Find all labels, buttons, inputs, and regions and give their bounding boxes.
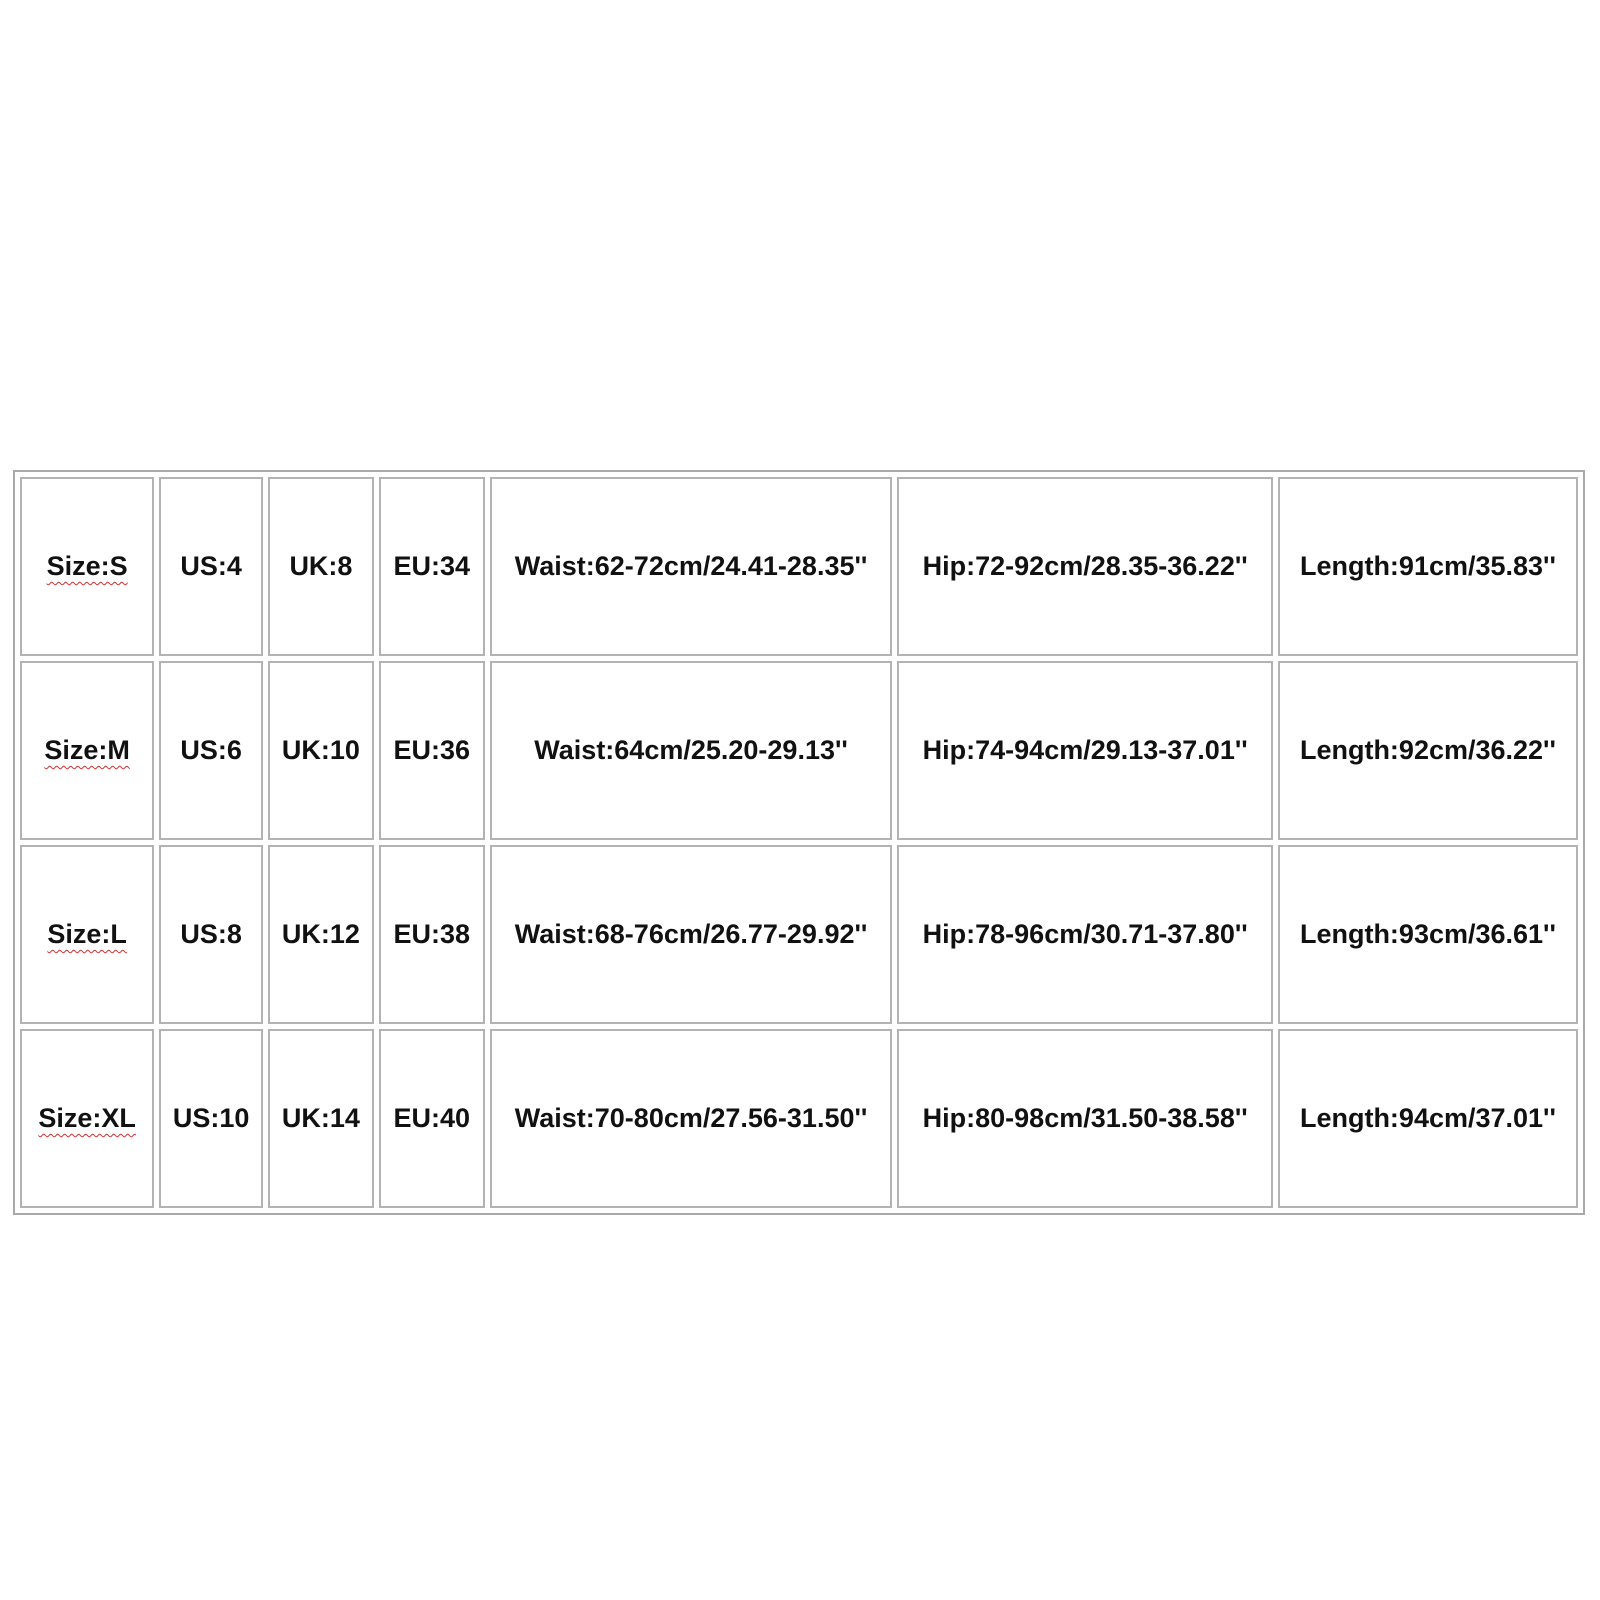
uk-size-cell: UK:8 (268, 477, 374, 656)
size-cell (20, 661, 154, 840)
hip-cell: Hip:80-98cm/31.50-38.58'' (897, 1029, 1272, 1208)
size-label: Size:XL (38, 1103, 136, 1133)
eu-size-cell: EU:40 (379, 1029, 485, 1208)
length-cell: Length:93cm/36.61'' (1278, 845, 1578, 1024)
length-cell: Length:94cm/37.01'' (1278, 1029, 1578, 1208)
size-cell (20, 1029, 154, 1208)
size-chart (13, 470, 1585, 1215)
size-label: Size:S (46, 551, 128, 581)
eu-size-cell: EU:38 (379, 845, 485, 1024)
us-size-cell: US:6 (159, 661, 263, 840)
size-table (15, 472, 1583, 1213)
size-label: Size:L (47, 919, 127, 949)
uk-size-cell: UK:14 (268, 1029, 374, 1208)
waist-cell: Waist:70-80cm/27.56-31.50'' (490, 1029, 893, 1208)
table-row (20, 1029, 1578, 1208)
hip-cell: Hip:72-92cm/28.35-36.22'' (897, 477, 1272, 656)
uk-size-cell: UK:12 (268, 845, 374, 1024)
size-cell (20, 477, 154, 656)
length-cell: Length:91cm/35.83'' (1278, 477, 1578, 656)
us-size-cell: US:10 (159, 1029, 263, 1208)
eu-size-cell: EU:36 (379, 661, 485, 840)
waist-cell: Waist:64cm/25.20-29.13'' (490, 661, 893, 840)
waist-cell: Waist:62-72cm/24.41-28.35'' (490, 477, 893, 656)
size-label: Size:M (44, 735, 130, 765)
us-size-cell: US:4 (159, 477, 263, 656)
uk-size-cell: UK:10 (268, 661, 374, 840)
table-row (20, 845, 1578, 1024)
size-cell (20, 845, 154, 1024)
eu-size-cell: EU:34 (379, 477, 485, 656)
us-size-cell: US:8 (159, 845, 263, 1024)
hip-cell: Hip:74-94cm/29.13-37.01'' (897, 661, 1272, 840)
table-row (20, 661, 1578, 840)
waist-cell: Waist:68-76cm/26.77-29.92'' (490, 845, 893, 1024)
table-row (20, 477, 1578, 656)
hip-cell: Hip:78-96cm/30.71-37.80'' (897, 845, 1272, 1024)
length-cell: Length:92cm/36.22'' (1278, 661, 1578, 840)
